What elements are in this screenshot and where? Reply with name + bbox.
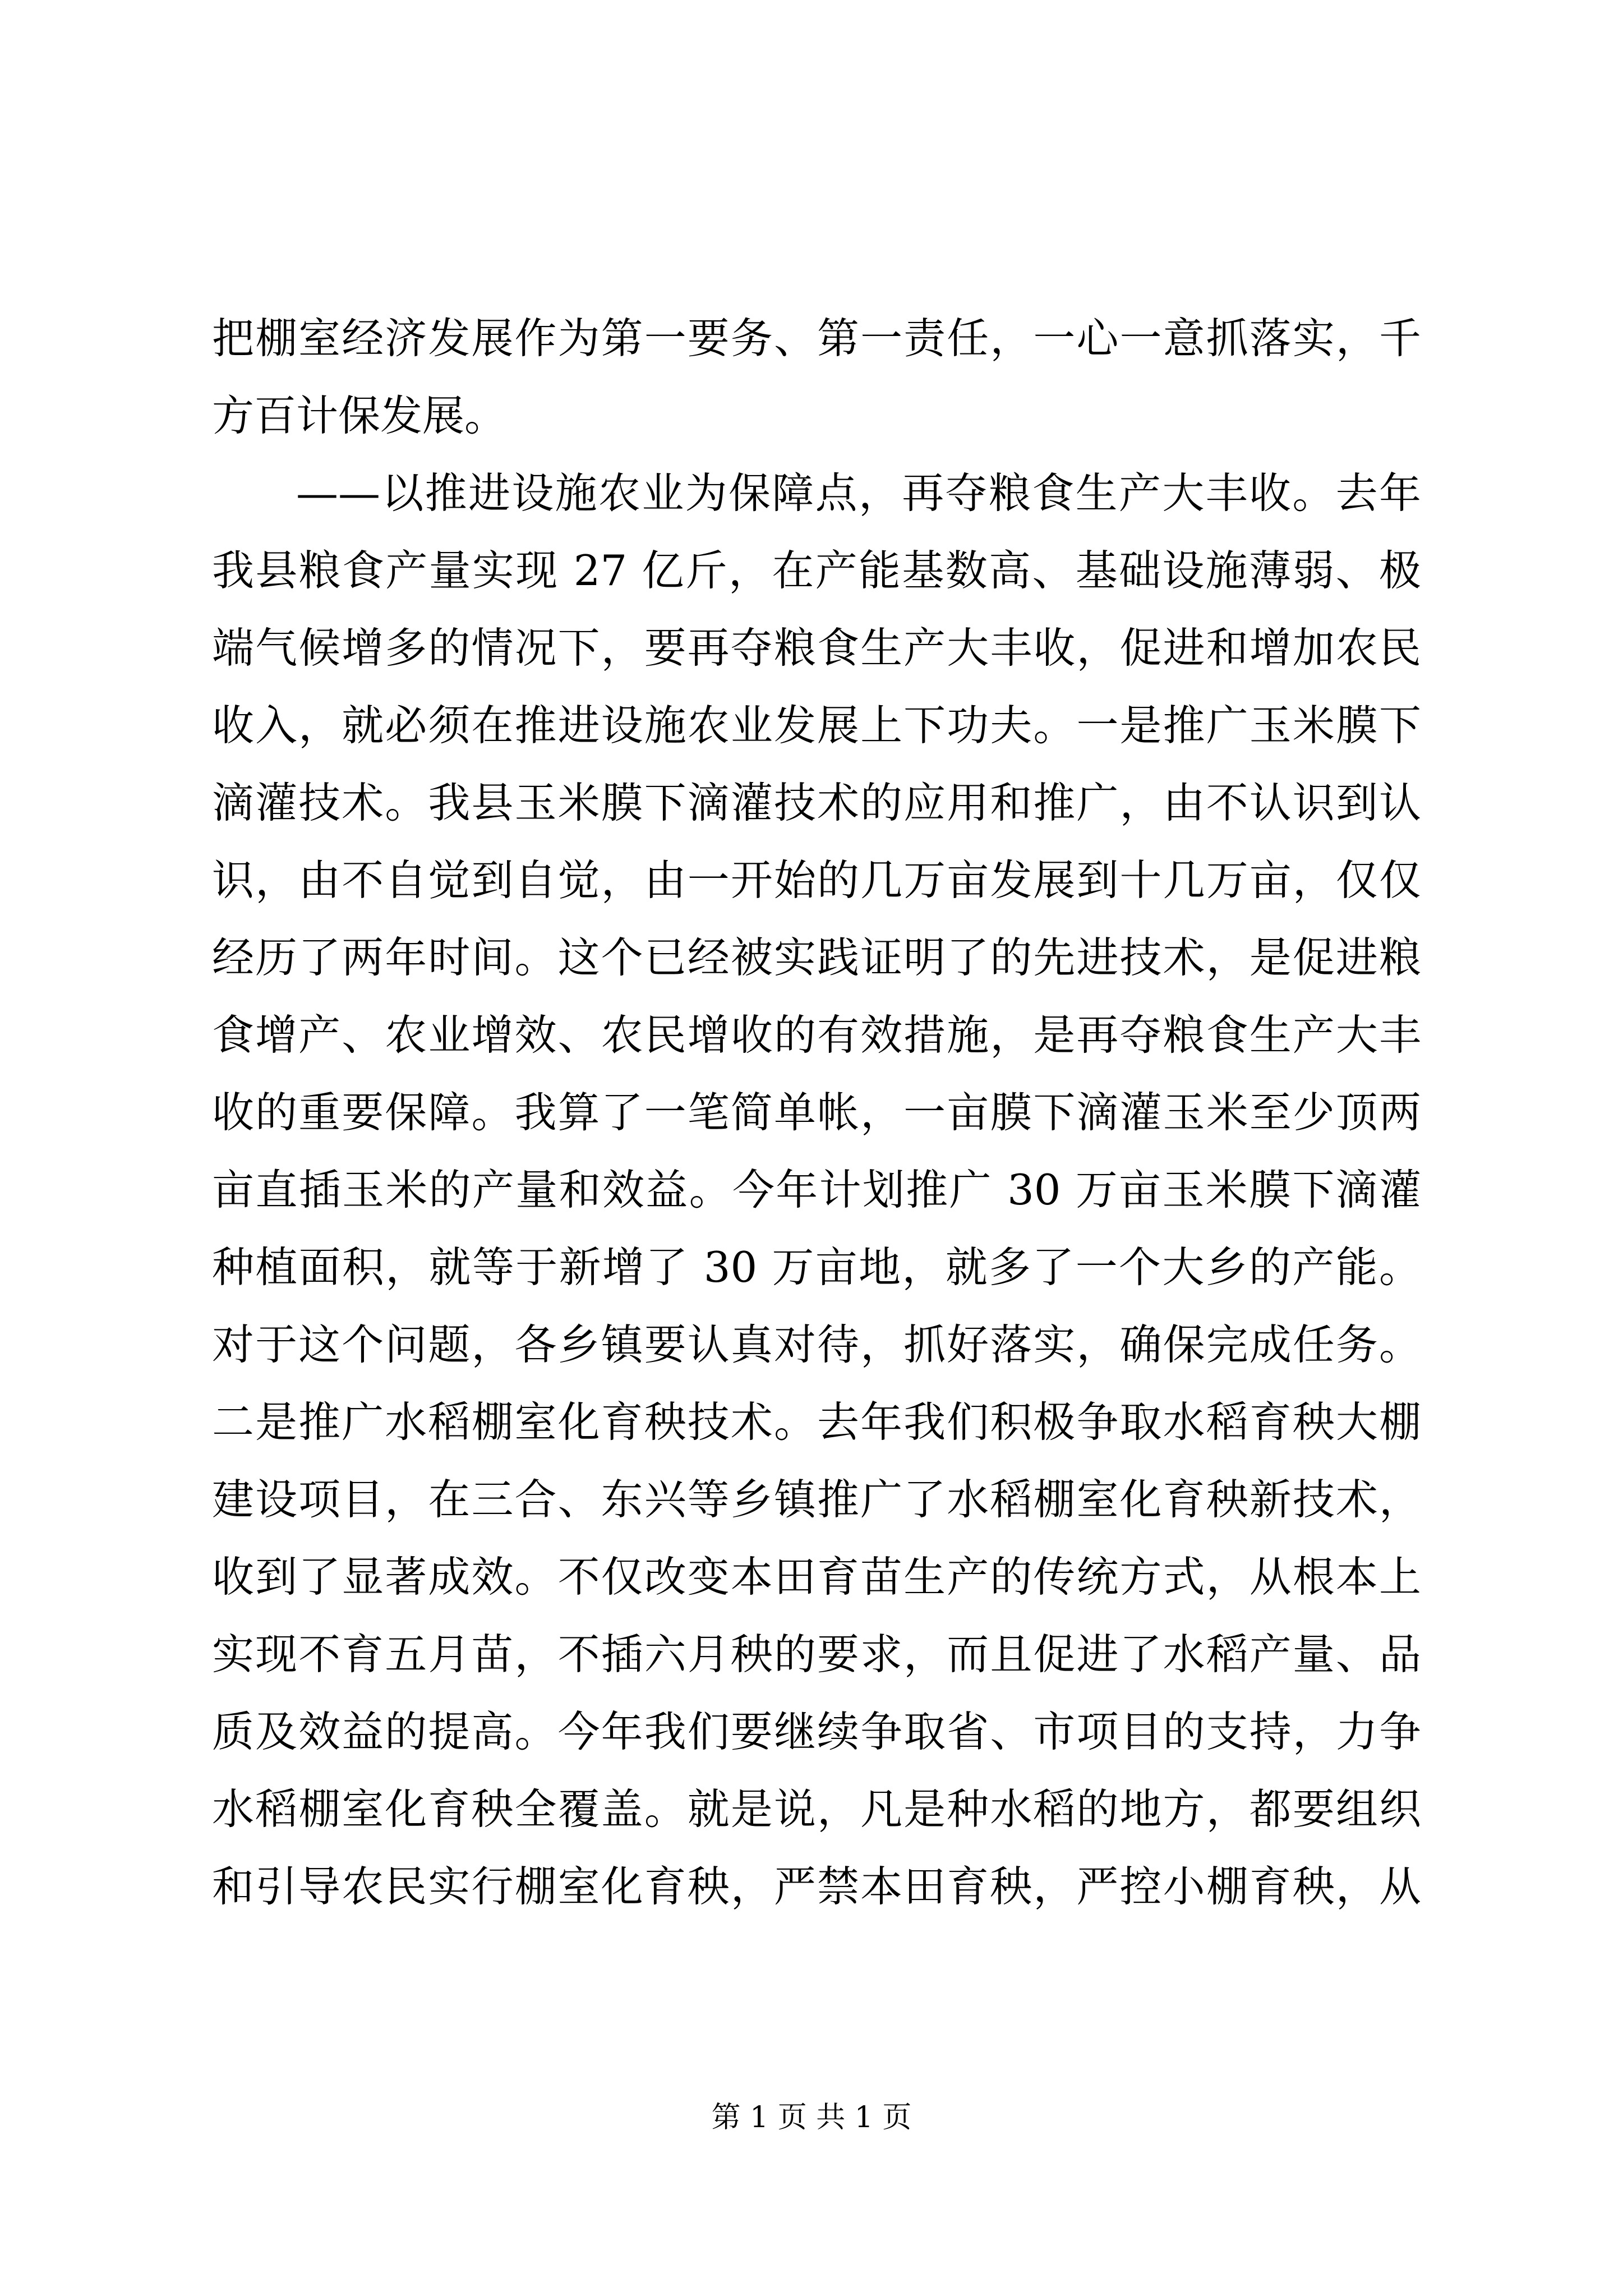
- text-line: 建设项目，在三合、东兴等乡镇推广了水稻棚室化育秧新技术，: [212, 1475, 1421, 1524]
- text-line: 实现不育五月苗，不插六月秧的要求，而且促进了水稻产量、品: [212, 1630, 1421, 1679]
- text-line: 我县粮食产量实现 27 亿斤，在产能基数高、基础设施薄弱、极: [212, 546, 1421, 595]
- text-line: 把棚室经济发展作为第一要务、第一责任，一心一意抓落实，千: [212, 314, 1421, 363]
- text-line: 二是推广水稻棚室化育秧技术。去年我们积极争取水稻育秧大棚: [212, 1397, 1421, 1447]
- text-line: 端气候增多的情况下，要再夺粮食生产大丰收，促进和增加农民: [212, 623, 1421, 673]
- text-line: 识，由不自觉到自觉，由一开始的几万亩发展到十几万亩，仅仅: [212, 855, 1421, 905]
- text-line: 种植面积，就等于新增了 30 万亩地，就多了一个大乡的产能。: [212, 1243, 1421, 1292]
- text-line: 方百计保发展。: [212, 391, 507, 440]
- body-text: [212, 300, 1421, 1925]
- text-line: 收入，就必须在推进设施农业发展上下功夫。一是推广玉米膜下: [212, 701, 1421, 750]
- text-line: 滴灌技术。我县玉米膜下滴灌技术的应用和推广，由不认识到认: [212, 778, 1421, 827]
- text-line: 食增产、农业增效、农民增收的有效措施，是再夺粮食生产大丰: [212, 1010, 1421, 1060]
- text-line: ——以推进设施农业为保障点，再夺粮食生产大丰收。去年: [296, 468, 1421, 518]
- text-line: 对于这个问题，各乡镇要认真对待，抓好落实，确保完成任务。: [212, 1320, 1421, 1369]
- page-number-footer: 第 1 页 共 1 页: [711, 2101, 912, 2134]
- text-line: 经历了两年时间。这个已经被实践证明了的先进技术，是促进粮: [212, 933, 1421, 982]
- text-line: 亩直插玉米的产量和效益。今年计划推广 30 万亩玉米膜下滴灌: [212, 1165, 1421, 1214]
- text-line: 收的重要保障。我算了一笔简单帐，一亩膜下滴灌玉米至少顶两: [212, 1088, 1421, 1137]
- text-line: 质及效益的提高。今年我们要继续争取省、市项目的支持，力争: [212, 1707, 1421, 1756]
- text-line: 收到了显著成效。不仅改变本田育苗生产的传统方式，从根本上: [212, 1552, 1421, 1602]
- text-line: 水稻棚室化育秧全覆盖。就是说，凡是种水稻的地方，都要组织: [212, 1784, 1421, 1834]
- text-line: 和引导农民实行棚室化育秧，严禁本田育秧，严控小棚育秧，从: [212, 1862, 1421, 1911]
